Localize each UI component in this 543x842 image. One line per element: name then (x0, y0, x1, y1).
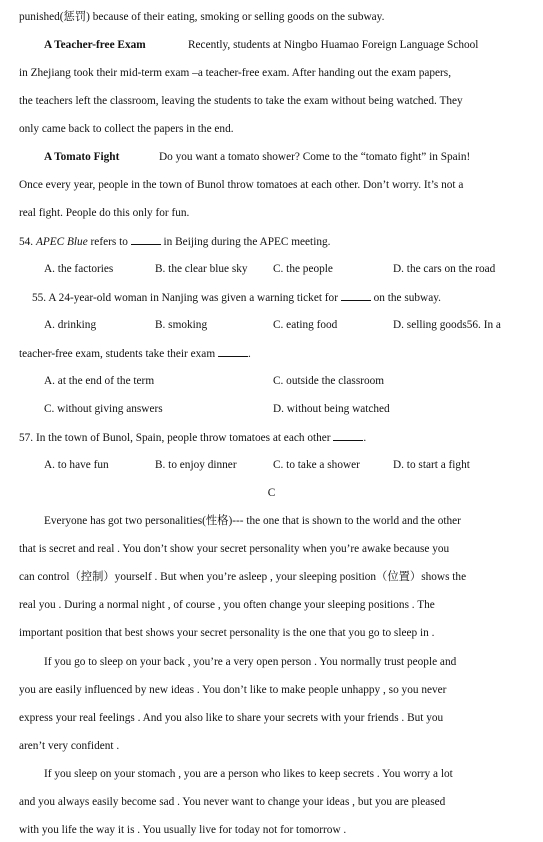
passage-line: with you life the way it is . You usually live for today not for tomorrow . (19, 824, 347, 836)
option-d: D. the cars on the road (393, 263, 496, 275)
options-54 (0, 262, 543, 276)
option-a: A. the factories (44, 263, 114, 275)
passage-line: and you always easily become sad . You never want to change your ideas , but you are pleased (19, 796, 446, 808)
passage-line: that is secret and real . You don’t show your secret personality when you’re awake because you (19, 543, 450, 555)
option-c: C. eating food (273, 319, 338, 331)
question-57: 57. In the town of Bunol, Spain, people throw tomatoes at each other . (19, 432, 367, 444)
question-54: 54. APEC Blue refers to in Beijing during the APEC meeting. (19, 236, 331, 248)
option-b: B. to enjoy dinner (155, 459, 237, 471)
option-d: D. to start a fight (393, 459, 470, 471)
text-line (0, 10, 543, 24)
option-a: A. to have fun (44, 459, 109, 471)
option-a: A. at the end of the term (44, 375, 155, 387)
answer-blank (218, 346, 248, 357)
question-55: 55. A 24-year-old woman in Nanjing was given a warning ticket for on the subway. (32, 292, 441, 304)
passage-line: important position that best shows your secret personality is the one that you go to sleep in . (19, 627, 435, 639)
paragraph-text: in Zhejiang took their mid-term exam –a teacher-free exam. After handing out the exam papers, (19, 67, 452, 79)
text-line (0, 150, 543, 164)
passage-line: you are easily influenced by new ideas . You don’t like to make people unhappy , so you never (19, 684, 447, 696)
passage-line: If you sleep on your stomach , you are a person who likes to keep secrets . You worry a lot (44, 768, 453, 780)
option-c: C. outside the classroom (273, 375, 385, 387)
passage-line: If you go to sleep on your back , you’re a very open person . You normally trust people and (44, 656, 457, 668)
option-b: B. smoking (155, 319, 208, 331)
options-56-row1 (0, 374, 543, 388)
passage-line: can control（控制）yourself . But when you’re asleep , your sleeping position（位置）shows the (19, 571, 467, 583)
paragraph-text: Recently, students at Ningbo Huamao Foreign Language School (188, 39, 479, 51)
option-d: D. without being watched (273, 403, 390, 415)
paragraph-text: real fight. People do this only for fun. (19, 207, 190, 219)
options-57 (0, 458, 543, 472)
paragraph-text: the teachers left the classroom, leaving the students to take the exam without being watched. They (19, 95, 463, 107)
option-a: A. drinking (44, 319, 97, 331)
text-line (0, 94, 543, 108)
section-letter: C (267, 487, 276, 499)
text-line (0, 122, 543, 136)
continued-sentence: punished(惩罚) because of their eating, smoking or selling goods on the subway. (19, 11, 385, 23)
paragraph-text: Once every year, people in the town of Bunol throw tomatoes at each other. Don’t worry. It’s not a (19, 179, 464, 191)
options-55 (0, 318, 543, 332)
text-line (0, 38, 543, 52)
answer-blank (333, 430, 363, 441)
paragraph-text: Do you want a tomato shower? Come to the “tomato fight” in Spain! (159, 151, 471, 163)
option-d: D. selling goods56. In a (393, 319, 501, 331)
passage-line: Everyone has got two personalities(性格)--- the one that is shown to the world and the other (44, 515, 461, 527)
text-line (0, 206, 543, 220)
text-line (0, 66, 543, 80)
paragraph-text: only came back to collect the papers in the end. (19, 123, 234, 135)
passage-line: real you . During a normal night , of course , you often change your sleeping positions . The (19, 599, 435, 611)
option-c: C. the people (273, 263, 333, 275)
question-56: teacher-free exam, students take their exam . (19, 348, 251, 360)
answer-blank (341, 290, 371, 301)
option-b: B. the clear blue sky (155, 263, 248, 275)
answer-blank (131, 234, 161, 245)
options-56-row2 (0, 402, 543, 416)
passage-line: express your real feelings . And you also like to share your secrets with your friends . But you (19, 712, 444, 724)
term-italic: APEC Blue (35, 236, 88, 248)
text-line (0, 178, 543, 192)
section-heading: A Teacher-free Exam (44, 39, 146, 51)
option-b: C. without giving answers (44, 403, 163, 415)
section-heading: A Tomato Fight (44, 151, 120, 163)
passage-line: aren’t very confident . (19, 740, 120, 752)
option-c: C. to take a shower (273, 459, 360, 471)
